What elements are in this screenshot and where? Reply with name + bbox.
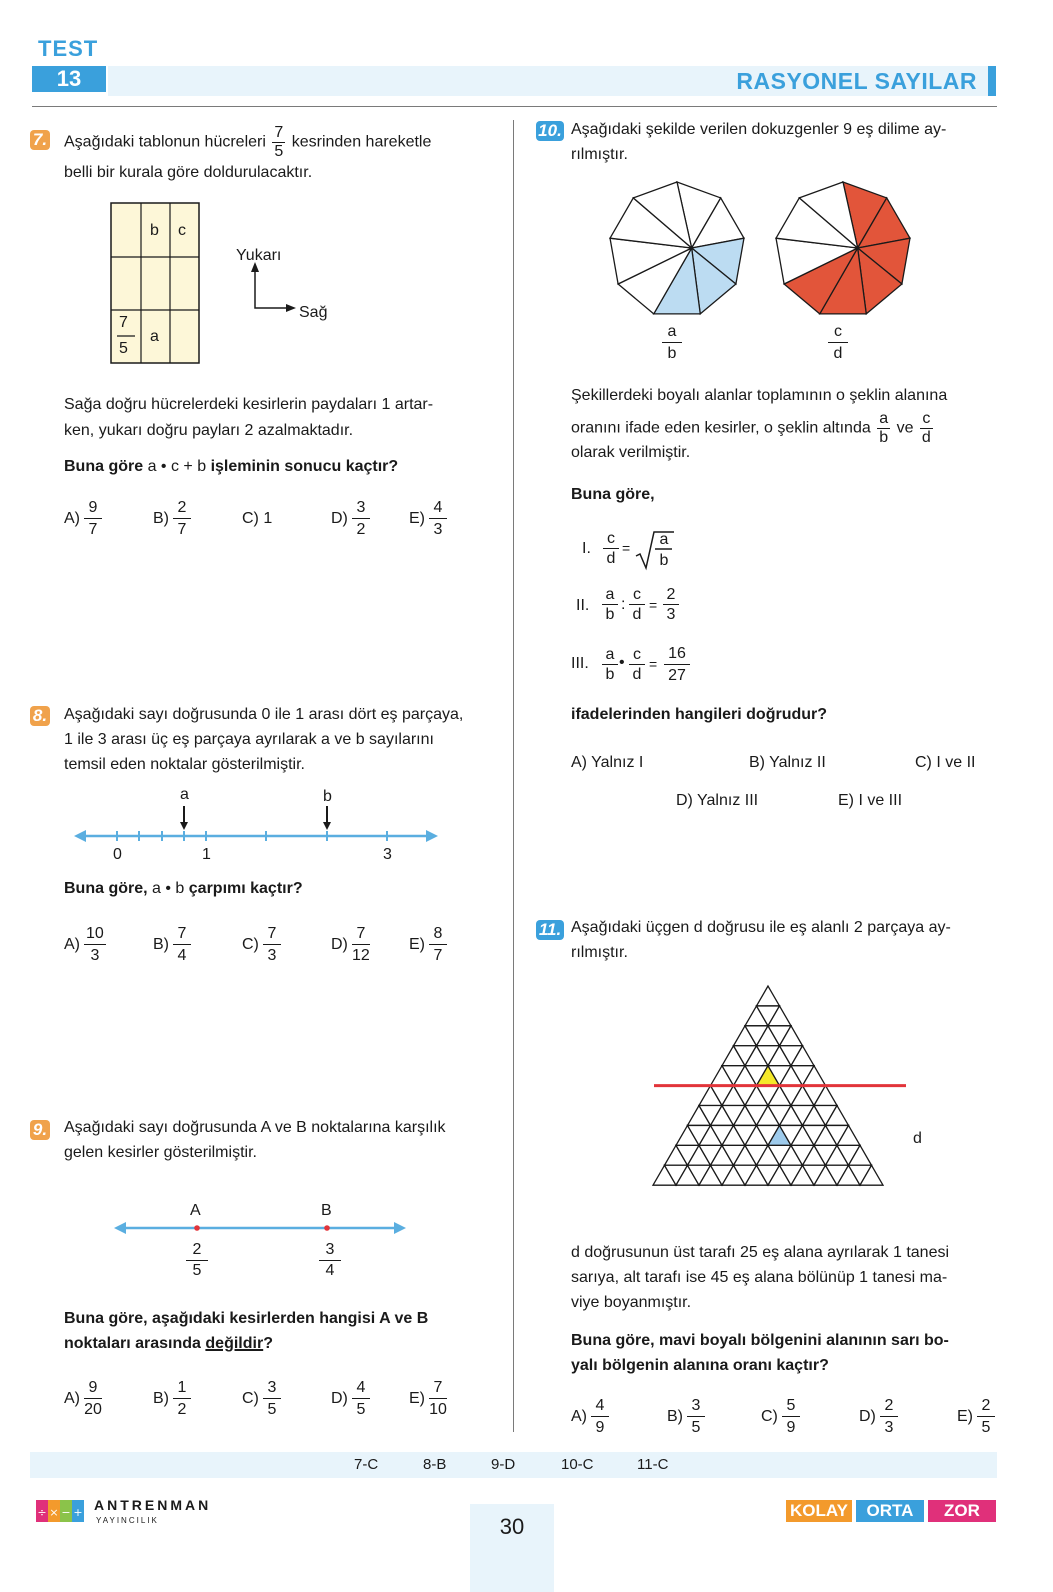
option-label: D) (859, 1408, 876, 1425)
question-number: 7. (30, 130, 50, 150)
numerator: 5 (782, 1396, 800, 1417)
denominator: 3 (267, 946, 277, 964)
statement-label: II. (576, 597, 590, 614)
question-ask: Buna göre, aşağıdaki kesirlerden hangisi A ve B (64, 1310, 429, 1327)
answer-key-item: 11-C (637, 1456, 669, 1473)
answer-options (64, 1376, 484, 1422)
numerator: 7 (263, 924, 281, 945)
question-text: gelen kesirler gösterilmiştir. (64, 1144, 257, 1161)
denominator: 3 (666, 606, 676, 623)
option-fraction (84, 498, 102, 541)
question-text: Aşağıdaki sayı doğrusunda A ve B noktalarına karşılık (64, 1119, 446, 1136)
question-text: Aşağıdaki sayı doğrusunda 0 ile 1 arası dört eş parçaya, (64, 706, 464, 723)
line-d-label: d (913, 1130, 922, 1147)
numerator: 3 (263, 1378, 281, 1399)
numerator: 1 (173, 1378, 191, 1399)
option-b (153, 496, 191, 542)
numerator: c (920, 410, 933, 429)
option-d (331, 922, 370, 968)
question-text: 1 ile 3 arası üç eş parçaya ayrılarak a ve b sayılarını (64, 731, 434, 748)
option-c (761, 1394, 800, 1440)
page-title: RASYONEL SAYILAR (736, 68, 977, 94)
option-e (409, 496, 447, 542)
question-ask: yalı bölgenin alanına oranı kaçtır? (571, 1357, 829, 1374)
denominator: b (879, 429, 889, 446)
numerator: a (879, 410, 889, 427)
expression: a • c + b (147, 458, 207, 475)
option-label: E) (957, 1408, 973, 1425)
answer-key-item: 9-D (491, 1456, 516, 1473)
arrow-left-head (114, 1222, 126, 1234)
option-label: B) (153, 1390, 169, 1407)
option-e: E) I ve III (838, 792, 903, 809)
pointer-a-head (180, 822, 188, 830)
text-span: ? (263, 1335, 273, 1352)
option-fraction (429, 924, 447, 967)
denominator: d (921, 429, 931, 446)
option-fraction (880, 1396, 898, 1439)
fraction (877, 410, 890, 447)
rule-text: Sağa doğru hücrelerdeki kesirlerin paydaları 1 artar- (64, 396, 434, 413)
option-a (64, 496, 102, 542)
header-marker (988, 66, 996, 96)
denominator: d (833, 345, 843, 362)
denominator: d (606, 550, 616, 567)
denominator: 2 (356, 520, 366, 538)
paragraph-text: olarak verilmiştir. (571, 444, 691, 461)
numerator: 9 (84, 498, 102, 519)
text-span: çarpımı kaçtır? (188, 880, 303, 897)
option-fraction (173, 498, 191, 541)
denominator: 5 (691, 1418, 701, 1436)
denominator: b (667, 345, 677, 362)
up-label: Yukarı (236, 247, 282, 264)
grid-triangle (757, 986, 780, 1006)
equals-sign: = (649, 597, 658, 613)
operator: : (621, 596, 626, 613)
denominator: 5 (267, 1400, 277, 1418)
answer-key-item: 7-C (354, 1456, 379, 1473)
operator: • (619, 654, 625, 671)
option-e (409, 922, 447, 968)
denominator: 5 (274, 143, 284, 160)
option-fraction (352, 924, 370, 967)
option-label: B) (153, 510, 169, 527)
question-text: Aşağıdaki üçgen d doğrusu ile eş alanlı 2 parçaya ay- (571, 919, 951, 936)
numerator: 2 (663, 586, 679, 605)
numerator: 8 (429, 924, 447, 945)
option-label: C) (242, 1390, 259, 1407)
option-a: A) Yalnız I (571, 754, 644, 771)
publisher-logo-icon (34, 1496, 88, 1526)
level-hard: ZOR (928, 1500, 996, 1522)
answer-key-item: 10-C (561, 1456, 594, 1473)
cell-fraction-numerator: 7 (119, 314, 128, 331)
equals-sign: = (649, 656, 658, 672)
tick-label: 0 (113, 846, 122, 863)
denominator: 4 (325, 1262, 335, 1279)
level-easy: KOLAY (786, 1500, 852, 1522)
cell-a: a (150, 328, 159, 345)
numerator: a (662, 322, 682, 343)
paragraph-text: sarıya, alt tarafı ise 45 eş alana bölünüp 1 tanesi ma- (571, 1269, 948, 1286)
point-A-dot (194, 1225, 200, 1231)
denominator: 7 (177, 520, 187, 538)
denominator: 7 (88, 520, 98, 538)
arrow-right-head (426, 830, 438, 842)
denominator: d (632, 606, 642, 623)
denominator: 5 (192, 1262, 202, 1279)
page-number: 30 (499, 1514, 525, 1539)
numerator: 4 (591, 1396, 609, 1417)
point-B-dot (324, 1225, 330, 1231)
paragraph-text: d doğrusunun üst tarafı 25 eş alana ayrılarak 1 tanesi (571, 1244, 950, 1261)
fraction (602, 586, 618, 625)
option-label: C) (761, 1408, 778, 1425)
option-b (667, 1394, 705, 1440)
svg-text:+: + (73, 1506, 83, 1519)
option-label: D) (331, 936, 348, 953)
numerator: 4 (429, 498, 447, 519)
fraction-B (319, 1240, 341, 1281)
option-fraction (687, 1396, 705, 1439)
numerator: 10 (84, 924, 106, 945)
publisher-logo: ANTRENMAN (94, 1497, 212, 1513)
question-ask: Buna göre, mavi boyalı bölgenini alanının sarı bo- (571, 1332, 949, 1349)
numerator: 7 (274, 124, 284, 141)
option-label: B) (153, 936, 169, 953)
answer-options (571, 1394, 996, 1440)
fraction (602, 646, 618, 685)
rule-text: ken, yukarı doğru payları 2 azalmaktadır. (64, 422, 354, 439)
fraction (663, 586, 679, 625)
option-fraction (263, 1378, 281, 1421)
text-span: noktaları arasında (64, 1335, 201, 1352)
tick-label: 3 (383, 846, 392, 863)
text-span: Aşağıdaki tablonun hücreleri (64, 133, 266, 151)
denominator: 7 (433, 946, 443, 964)
svg-text:÷: ÷ (37, 1506, 47, 1519)
option-e (957, 1394, 995, 1440)
option-label: D) (331, 510, 348, 527)
option-label: A) (571, 1408, 587, 1425)
numerator: 3 (352, 498, 370, 519)
denominator: d (632, 666, 642, 683)
cell-fraction-denominator: 5 (119, 340, 128, 357)
triangle-figure (640, 980, 940, 1220)
numerator: 16 (664, 644, 690, 665)
fraction (920, 410, 933, 447)
question-ask: Buna göre, (571, 486, 655, 503)
question-text: Aşağıdaki şekilde verilen dokuzgenler 9 eş dilime ay- (571, 121, 947, 138)
number-line (70, 800, 450, 850)
text-span: oranını ifade eden kesirler, o şeklin altında (571, 419, 871, 437)
option-d (859, 1394, 898, 1440)
option-a (571, 1394, 609, 1440)
fraction (664, 644, 690, 687)
numerator: 9 (84, 1378, 102, 1399)
option-label: C) 1 (242, 510, 273, 527)
option-label: B) (667, 1408, 683, 1425)
numerator: 7 (173, 924, 191, 945)
question-text: rılmıştır. (571, 944, 628, 961)
text-span: kesrinden hareketle (291, 133, 432, 151)
question-ask (64, 1331, 273, 1357)
option-c (242, 922, 281, 968)
option-fraction (352, 498, 370, 541)
direction-arrows (255, 270, 288, 308)
number-line (110, 1216, 410, 1240)
text-span: Buna göre (64, 458, 144, 475)
denominator: 27 (668, 667, 686, 684)
point-b-label: b (323, 788, 332, 805)
denominator: 9 (595, 1418, 605, 1436)
option-b (153, 922, 191, 968)
option-c (242, 496, 276, 542)
cell-c: c (178, 222, 186, 239)
option-c: C) I ve II (915, 754, 976, 771)
point-A-label: A (190, 1202, 201, 1219)
paragraph-text: Şekillerdeki boyalı alanlar toplamının o şeklin alanına (571, 387, 948, 404)
denominator: 2 (177, 1400, 187, 1418)
numerator: c (629, 646, 645, 665)
option-label: A) (64, 510, 80, 527)
numerator: 2 (186, 1240, 208, 1261)
root-denominator: b (659, 552, 669, 569)
numerator: a (602, 586, 618, 605)
question-text (64, 124, 431, 161)
denominator: b (605, 666, 615, 683)
right-label: Sağ (299, 304, 328, 321)
table-figure (108, 200, 358, 370)
question-number: 11. (536, 920, 564, 940)
answer-key-item: 8-B (423, 1456, 447, 1473)
denominator: 4 (177, 946, 187, 964)
publisher-logo-sub: YAYINCILIK (96, 1516, 159, 1525)
denominator: 9 (786, 1418, 796, 1436)
denominator: 5 (981, 1418, 991, 1436)
denominator: 20 (84, 1400, 102, 1418)
option-fraction (173, 924, 191, 967)
question-ask (64, 454, 398, 480)
option-label: A) (64, 936, 80, 953)
option-a (64, 922, 106, 968)
svg-text:×: × (49, 1506, 59, 1519)
numerator: 7 (352, 924, 370, 945)
numerator: 2 (977, 1396, 995, 1417)
denominator: 3 (433, 520, 443, 538)
question-ask (64, 876, 303, 902)
arrow-right-head (394, 1222, 406, 1234)
text-span: işleminin sonucu kaçtır? (210, 458, 399, 475)
svg-text:−: − (61, 1506, 71, 1519)
fraction-c-over-d (828, 322, 848, 365)
numerator: 7 (429, 1378, 447, 1399)
denominator: 12 (351, 946, 370, 964)
option-e (409, 1376, 447, 1422)
denominator: 3 (884, 1418, 894, 1436)
denominator: 3 (90, 946, 100, 964)
column-divider (513, 120, 514, 1432)
option-label: C) (242, 936, 259, 953)
arrow-left-head (74, 830, 86, 842)
question-text: temsil eden noktalar gösterilmiştir. (64, 756, 305, 773)
question-number: 9. (30, 1120, 50, 1140)
fraction-a-over-b (662, 322, 682, 365)
option-label: E) (409, 510, 425, 527)
option-d (331, 496, 370, 542)
point-B-label: B (321, 1202, 332, 1219)
answer-options (64, 922, 484, 968)
equals-sign: = (622, 540, 631, 556)
option-b: B) Yalnız II (749, 754, 826, 771)
header-divider (32, 106, 997, 107)
expression: a • b (152, 880, 185, 897)
test-label: TEST (38, 36, 99, 61)
fraction (629, 646, 645, 685)
numerator: a (602, 646, 618, 665)
fraction (603, 530, 619, 569)
question-text: rılmıştır. (571, 146, 628, 163)
nonagon-figures (600, 180, 920, 320)
option-fraction (173, 1378, 191, 1421)
arrow-right-head (286, 304, 296, 312)
option-a (64, 1376, 102, 1422)
option-b (153, 1376, 191, 1422)
option-fraction (352, 1378, 370, 1421)
option-fraction (429, 1378, 447, 1421)
fraction (272, 124, 285, 161)
root-numerator: a (659, 531, 669, 548)
option-label: A) (64, 1390, 80, 1407)
option-fraction (429, 498, 447, 541)
text-span: ve (896, 419, 914, 437)
paragraph-text: viye boyanmıştır. (571, 1294, 692, 1311)
option-fraction (977, 1396, 995, 1439)
fraction (629, 586, 645, 625)
answer-options (64, 496, 484, 542)
option-fraction (84, 1378, 102, 1421)
point-a-label: a (180, 786, 189, 803)
test-number: 13 (32, 66, 106, 92)
option-fraction (263, 924, 281, 967)
numerator: c (828, 322, 848, 343)
question-text: belli bir kurala göre doldurulacaktır. (64, 164, 313, 181)
option-fraction (591, 1396, 609, 1439)
question-number: 8. (30, 706, 50, 726)
option-fraction (84, 924, 106, 967)
option-label: E) (409, 1390, 425, 1407)
option-fraction (782, 1396, 800, 1439)
numerator: 3 (319, 1240, 341, 1261)
text-span: Buna göre, (64, 880, 148, 897)
option-label: D) (331, 1390, 348, 1407)
numerator: c (629, 586, 645, 605)
cell-b: b (150, 222, 159, 239)
numerator: 3 (687, 1396, 705, 1417)
pointer-b-head (323, 822, 331, 830)
level-medium: ORTA (856, 1500, 924, 1522)
numerator: 2 (880, 1396, 898, 1417)
question-ask: ifadelerinden hangileri doğrudur? (571, 706, 828, 723)
numerator: 2 (173, 498, 191, 519)
numerator: c (603, 530, 619, 549)
denominator: b (605, 606, 615, 623)
option-label: E) (409, 936, 425, 953)
question-number: 10. (536, 121, 564, 141)
fraction-A (186, 1240, 208, 1281)
denominator: 10 (429, 1400, 447, 1418)
option-d: D) Yalnız III (676, 792, 759, 809)
option-c (242, 1376, 281, 1422)
statement-label: I. (582, 540, 591, 557)
option-d (331, 1376, 370, 1422)
denominator: 5 (356, 1400, 366, 1418)
underlined-word: değildir (205, 1335, 264, 1352)
numerator: 4 (352, 1378, 370, 1399)
statement-label: III. (571, 655, 589, 672)
tick-label: 1 (202, 846, 211, 863)
